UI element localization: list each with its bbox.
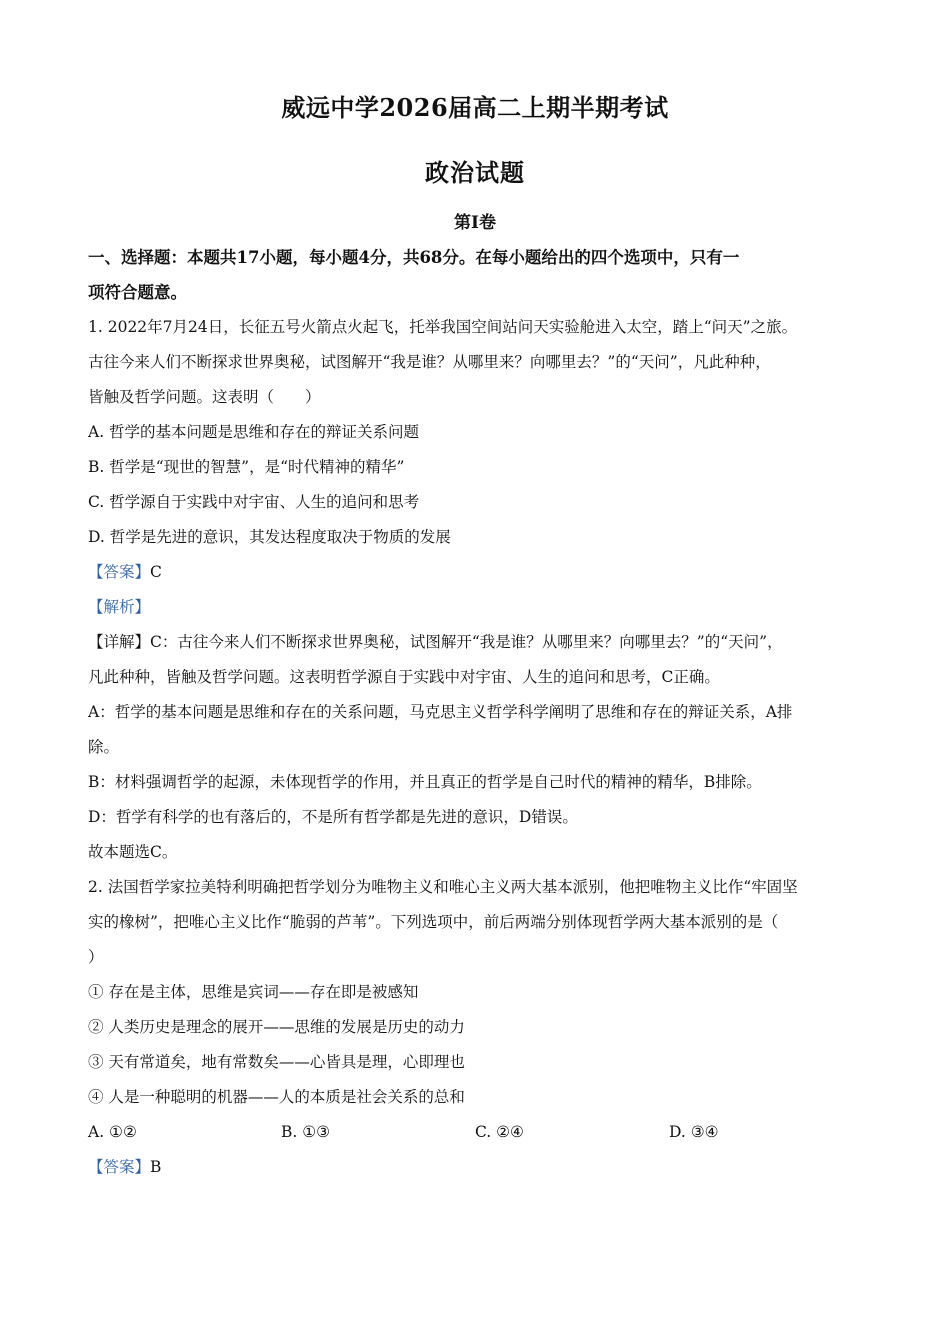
q2-stem-line1: 2. 法国哲学家拉美特利明确把哲学划分为唯物主义和唯心主义两大基本派别，他把唯物主义比作“牢固坚 [88, 878, 798, 896]
q1-conclusion: 故本题选C。 [88, 843, 178, 861]
q1-detail-text1: C：古往今来人们不断探求世界奥秘，试图解开“我是谁？从哪里来？向哪里去？”的“天问”， [150, 633, 783, 651]
q1-stem-line3: 皆触及哲学问题。这表明（ ） [88, 388, 321, 406]
q1-stem-line1: 1. 2022年7月24日，长征五号火箭点火起飞，托举我国空间站问天实验舱进入太空，踏上“问天”之旅。 [88, 318, 798, 336]
q1-detail-line5: B：材料强调哲学的起源，未体现哲学的作用，并且真正的哲学是自己时代的精神的精华，B排除。 [88, 773, 762, 791]
q1-detail-line2: 凡此种种，皆触及哲学问题。这表明哲学源自于实践中对宇宙、人生的追问和思考，C正确。 [88, 668, 720, 686]
q1-detail-line3: A：哲学的基本问题是思维和存在的关系问题，马克思主义哲学科学阐明了思维和存在的辩证关系，A排 [88, 703, 793, 721]
q2-option-b: B. ①③ [281, 1123, 331, 1141]
exam-subtitle: 政治试题 [425, 158, 525, 187]
q1-stem-line2: 古往今来人们不断探求世界奥秘，试图解开“我是谁？从哪里来？向哪里去？”的“天问”，凡此种种， [88, 353, 771, 371]
section-heading-line2: 项符合题意。 [88, 283, 187, 302]
q1-detail-line4: 除。 [88, 738, 120, 756]
q2-stem-line3: ） [88, 948, 104, 966]
exam-content [88, 240, 860, 1185]
q1-option-d: D. 哲学是先进的意识，其发达程度取决于物质的发展 [88, 528, 451, 546]
q2-answer-label: 【答案】 [88, 1158, 151, 1176]
q1-answer [88, 555, 860, 590]
q2-option-d: D. ③④ [669, 1123, 719, 1141]
q2-option-c: C. ②④ [475, 1123, 524, 1141]
q1-answer-label: 【答案】 [88, 563, 151, 581]
q1-detail-label: 【详解】 [88, 633, 151, 651]
q2-item-3: ③ 天有常道矣，地有常数矣——心皆具是理，心即理也 [88, 1053, 465, 1071]
volume-label: 第Ⅰ卷 [454, 213, 496, 233]
q2-item-2: ② 人类历史是理念的展开——思维的发展是历史的动力 [88, 1018, 465, 1036]
q1-option-b: B. 哲学是“现世的智慧”，是“时代精神的精华” [88, 458, 405, 476]
q2-item-1: ① 存在是主体，思维是宾词——存在即是被感知 [88, 983, 419, 1001]
q1-analysis-label: 【解析】 [88, 598, 151, 616]
q2-answer-value: B [150, 1158, 162, 1176]
q2-answer [88, 1150, 860, 1185]
q2-stem-line2: 实的橡树”，把唯心主义比作“脆弱的芦苇”。下列选项中，前后两端分别体现哲学两大基本派别的是（ [88, 913, 779, 931]
q2-option-a: A. ①② [88, 1123, 137, 1141]
exam-title: 威远中学2026届高二上期半期考试 [281, 93, 669, 122]
q2-options-row [88, 1115, 860, 1150]
section-heading-line1: 一、选择题：本题共17小题，每小题4分，共68分。在每小题给出的四个选项中，只有一 [88, 248, 740, 267]
q1-detail-line6: D：哲学有科学的也有落后的，不是所有哲学都是先进的意识，D错误。 [88, 808, 578, 826]
q1-option-a: A. 哲学的基本问题是思维和存在的辩证关系问题 [88, 423, 420, 441]
q1-detail-line1 [88, 625, 860, 660]
q1-answer-value: C [150, 563, 162, 581]
q1-option-c: C. 哲学源自于实践中对宇宙、人生的追问和思考 [88, 493, 420, 511]
q2-item-4: ④ 人是一种聪明的机器——人的本质是社会关系的总和 [88, 1088, 465, 1106]
